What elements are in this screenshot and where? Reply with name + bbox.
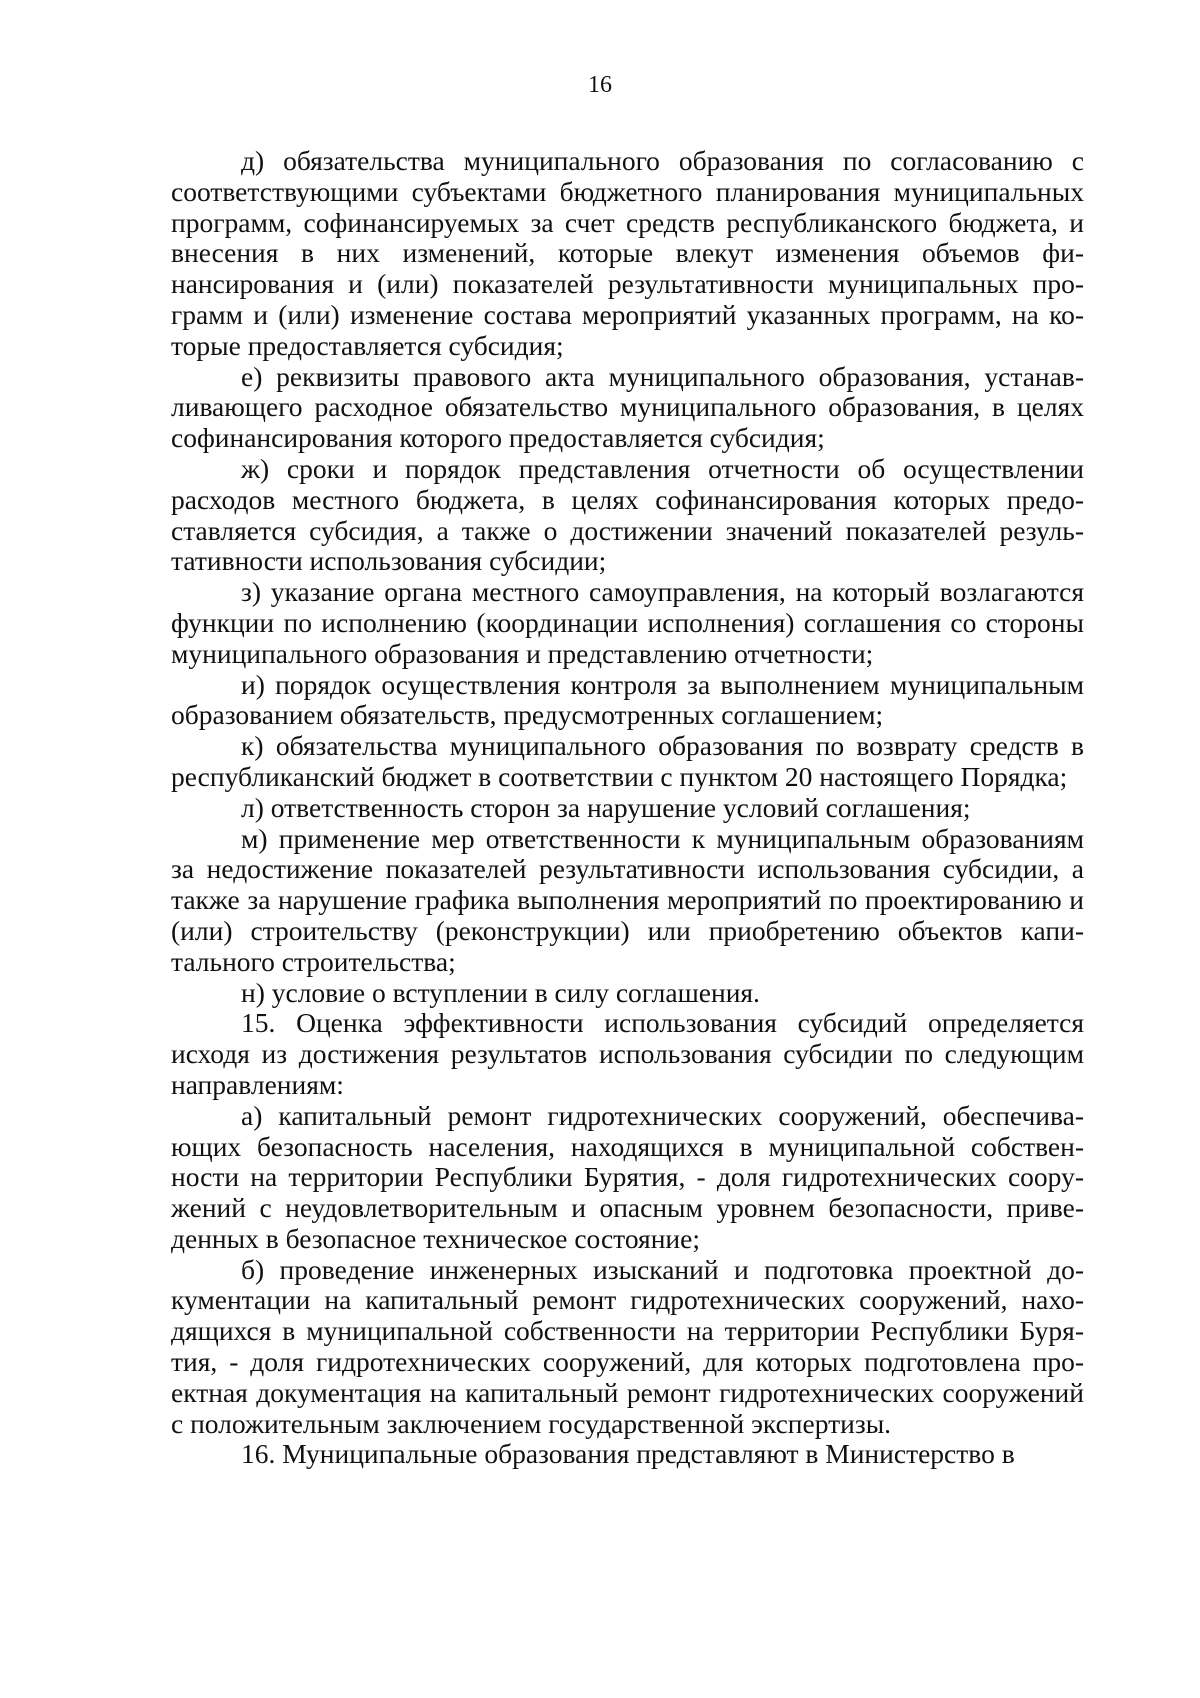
paragraph-15b-engineering-surveys: б) проведение инженерных изысканий и подготовка проектной документации на капитальный ремонт гидротехнических сооружений, находящихся в муниципальной собственности на территории Республики Бурятия, - доля гидротехнических сооружений, для которых подготовлена проектная документация на капитальный ремонт гидротехнических сооружений с положительным заключением государственной экспертизы. <box>171 1253 1084 1439</box>
paragraph-l-liability: л) ответственность сторон за нарушение условий соглашения; <box>241 791 971 823</box>
paragraph-15-efficiency-assessment: 15. Оценка эффективности использования субсидий определяется исходя из достижения результатов использования субсидии по следующим направлениям: <box>171 1007 1084 1100</box>
paragraph-m-sanctions: м) применение мер ответственности к муниципальным образованиям за недостижение показателей результативности использования субсидии, а также за нарушение графика выполнения мероприятий по проектированию и (или) строительству (реконструкции) или приобретению объектов капитального строительства; <box>171 822 1084 977</box>
paragraph-e-legal-act-details: е) реквизиты правового акта муниципального образования, устанавливающего расходное обязательство муниципального образования, в целях софинансирования которого предоставляется субсидия; <box>171 360 1084 454</box>
paragraph-z-responsible-authority: з) указание органа местного самоуправления, на который возлагаются функции по исполнению (координации исполнения) соглашения со стороны муниципального образования и представлению отчетности; <box>171 576 1084 669</box>
paragraph-n-entry-into-force: н) условие о вступлении в силу соглашения. <box>241 976 760 1008</box>
paragraph-k-refund-obligations: к) обязательства муниципального образования по возврату средств в республиканский бюджет в соответствии с пунктом 20 настоящего Порядка; <box>171 730 1084 792</box>
paragraph-15a-capital-repair: а) капитальный ремонт гидротехнических сооружений, обеспечивающих безопасность населения, находящихся в муниципальной собственности на территории Республики Бурятия, - доля гидротехнических сооружений с неудовлетворительным и опасным уровнем безопасности, приведенных в безопасное техническое состояние; <box>171 1099 1084 1254</box>
paragraph-i-control-procedure: и) порядок осуществления контроля за выполнением муниципальным образованием обязательств, предусмотренных соглашением; <box>171 668 1084 731</box>
paragraph-16-municipal-reporting: 16. Муниципальные образования представляют в Министерство в <box>241 1438 1015 1470</box>
page-number: 16 <box>588 72 612 98</box>
paragraph-d-obligations-agreement: д) обязательства муниципального образования по согласованию с соответствующими субъектами бюджетного планирования муниципальных программ, софинансируемых за счет средств республиканского бюджета, и внесения в них изменений, которые влекут изменения объемов финансирования и (или) показателей результативности муниципальных программ и (или) изменение состава мероприятий указанных программ, на которые предоставляется субсидия; <box>171 145 1084 361</box>
paragraph-zh-reporting-terms: ж) сроки и порядок представления отчетности об осуществлении расходов местного бюджета, в целях софинансирования которых предоставляется субсидия, а также о достижении значений показателей результативности использования субсидии; <box>171 452 1084 577</box>
document-body <box>171 146 1084 1470</box>
